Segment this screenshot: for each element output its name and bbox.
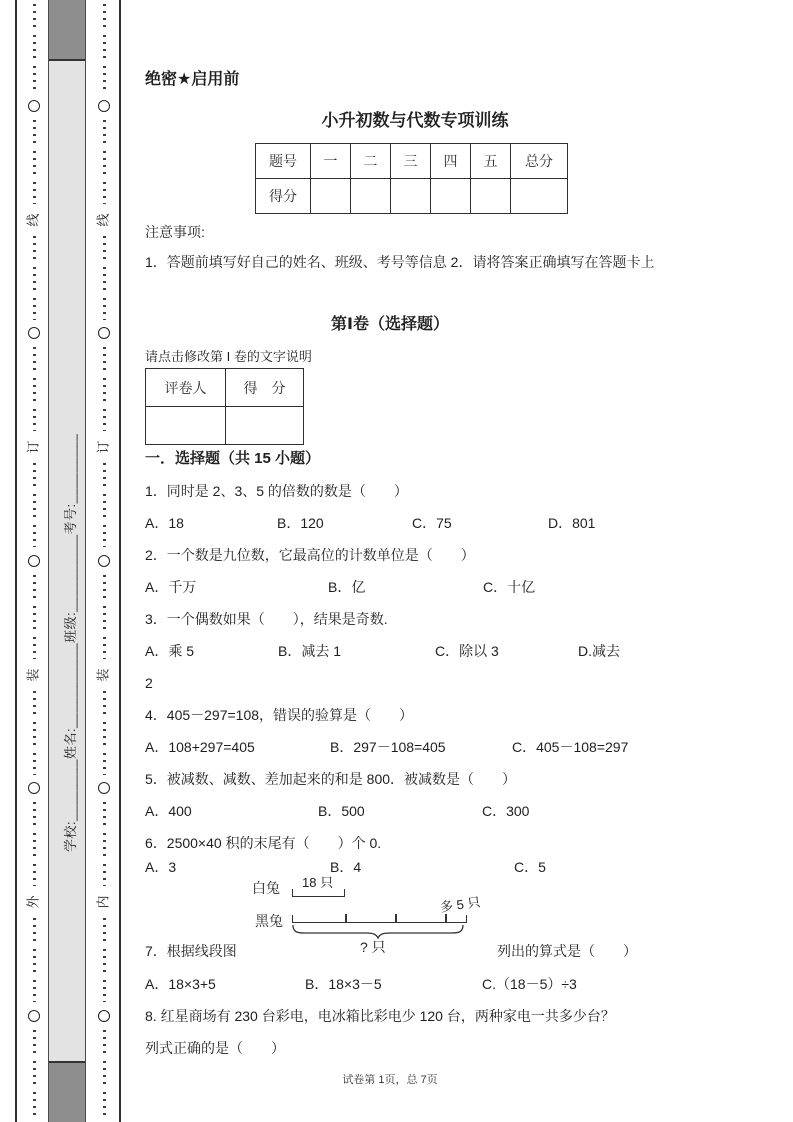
binding-bar-bottom: [49, 1061, 85, 1122]
score-entry-cell: [511, 179, 568, 214]
score-entry-cell: [391, 179, 431, 214]
question-7-option-c: C.（18－5）÷3: [482, 976, 577, 992]
black-rabbit-label: 黑兔: [255, 913, 283, 929]
binding-strip-char: 内: [95, 895, 111, 909]
white-rabbit-count-label: 18 只: [302, 875, 334, 890]
part1-title: 第Ⅰ卷（选择题）: [331, 316, 449, 333]
question-3-text: 3．一个偶数如果（ ），结果是奇数.: [145, 611, 388, 627]
question-6-option-c: C．5: [514, 859, 546, 875]
binding-hole-circle: [98, 100, 110, 112]
binding-hole-circle: [28, 100, 40, 112]
score-row-label: 得分: [256, 179, 311, 214]
score-header-cell: 三: [391, 144, 431, 179]
dotted-line-segment: [33, 691, 36, 775]
binding-strip-outer: [26, 4, 42, 1118]
binding-hole-circle: [28, 555, 40, 567]
binding-hole-circle: [28, 1010, 40, 1022]
binding-bar-top: [49, 0, 85, 61]
grader-header-cell: 得 分: [226, 369, 304, 407]
page-title: 小升初数与代数专项训练: [321, 111, 509, 130]
dotted-line-segment: [33, 918, 36, 1002]
score-entry-cell: [431, 179, 471, 214]
grader-table-header-row: [146, 369, 304, 407]
score-summary-table: [255, 143, 568, 214]
score-header-cell: 二: [351, 144, 391, 179]
binding-strip-inner: [96, 4, 112, 1118]
dotted-line-segment: [33, 463, 36, 547]
question-3-option-c: C．除以 3: [435, 643, 499, 659]
score-header-cell: 题号: [256, 144, 311, 179]
total-question-label: ? 只: [360, 939, 386, 955]
question-3-option-b: B．减去 1: [278, 643, 342, 659]
dotted-line-segment: [103, 463, 106, 547]
grader-entry-cell: [226, 407, 304, 445]
notice-heading: 注意事项:: [145, 224, 205, 240]
score-header-cell: 五: [471, 144, 511, 179]
binding-hole-circle: [98, 1010, 110, 1022]
question-6-text: 6．2500×40 积的末尾有（ ）个 0.: [145, 835, 382, 851]
dotted-line-segment: [103, 575, 106, 659]
segment-tick: [345, 914, 347, 922]
question-4-option-a: A．108+297=405: [145, 739, 255, 755]
question-5-option-b: B．500: [318, 803, 365, 819]
dotted-line-segment: [33, 4, 36, 92]
question-3-option-a: A．乘 5: [145, 643, 195, 659]
question-4-text: 4．405－297=108，错误的验算是（ ）: [145, 707, 414, 723]
score-entry-cell: [311, 179, 351, 214]
binding-hole-circle: [98, 555, 110, 567]
binding-strip-char: 订: [25, 440, 41, 454]
dotted-line-segment: [33, 1030, 36, 1118]
dotted-line-segment: [103, 918, 106, 1002]
score-entry-cell: [471, 179, 511, 214]
question-5-option-a: A．400: [145, 803, 192, 819]
score-header-cell: 四: [431, 144, 471, 179]
binding-strip-char: 装: [25, 668, 41, 682]
dotted-line-segment: [103, 347, 106, 431]
question-6-option-a: A．3: [145, 859, 177, 875]
notice-items: 1．答题前填写好自己的姓名、班级、考号等信息 2．请将答案正确填写在答题卡上: [145, 254, 655, 270]
question-2-option-c: C．十亿: [483, 579, 536, 595]
question-2-text: 2．一个数是九位数，它最高位的计数单位是（ ）: [145, 547, 475, 563]
dotted-line-segment: [33, 802, 36, 886]
dotted-line-segment: [33, 575, 36, 659]
question-8-text-continued: 列式正确的是（ ）: [145, 1040, 285, 1056]
binding-hole-circle: [98, 782, 110, 794]
question-1-option-a: A．18: [145, 515, 184, 531]
grader-table-entry-row: [146, 407, 304, 445]
question-3-option-d-overflow: 2: [145, 675, 153, 691]
margin-outer-rule: [15, 0, 17, 1122]
dotted-line-segment: [33, 236, 36, 320]
question-1-option-d: D．801: [548, 515, 596, 531]
dotted-line-segment: [103, 4, 106, 92]
question-5-option-c: C．300: [482, 803, 530, 819]
grader-entry-cell: [146, 407, 226, 445]
student-info-fields: 学校:________姓名:___________班级:__________考号:_________: [63, 433, 78, 852]
dotted-line-segment: [103, 802, 106, 886]
binding-strip-char: 订: [95, 440, 111, 454]
question-2-option-b: B．亿: [328, 579, 366, 595]
dotted-line-segment: [33, 120, 36, 204]
more-count-label: 多 5 只: [439, 894, 482, 915]
question-7-text-right: 列出的算式是（ ）: [497, 943, 637, 959]
segment-tick: [395, 914, 397, 922]
section-heading: 一．选择题（共 15 小题）: [145, 450, 321, 467]
score-header-cell: 一: [311, 144, 351, 179]
binding-strip-char: 线: [25, 213, 41, 227]
score-entry-cell: [351, 179, 391, 214]
score-table-header-row: [256, 144, 568, 179]
grader-header-cell: 评卷人: [146, 369, 226, 407]
score-header-cell: 总分: [511, 144, 568, 179]
margin-inner-rule: [119, 0, 121, 1122]
question-7-option-b: B．18×3－5: [305, 976, 382, 992]
dotted-line-segment: [103, 236, 106, 320]
question-4-option-c: C．405－108=297: [512, 739, 629, 755]
white-rabbit-label: 白兔: [252, 880, 280, 896]
question-1-option-c: C．75: [412, 515, 452, 531]
question-5-text: 5．被减数、减数、差加起来的和是 800．被减数是（ ）: [145, 771, 517, 787]
white-rabbit-segment: [292, 889, 345, 897]
edit-hint-link[interactable]: 请点击修改第 I 卷的文字说明: [145, 349, 312, 364]
dotted-line-segment: [33, 347, 36, 431]
grader-table: [145, 368, 304, 445]
question-2-option-a: A．千万: [145, 579, 197, 595]
binding-hole-circle: [28, 327, 40, 339]
question-7-option-a: A．18×3+5: [145, 976, 216, 992]
question-8-text: 8. 红星商场有 230 台彩电，电冰箱比彩电少 120 台，两种家电一共多少台？: [145, 1008, 615, 1024]
page-footer: 试卷第 1页，总 7页: [342, 1074, 438, 1086]
classification-label: 绝密★启用前: [145, 71, 240, 88]
binding-strip-char: 外: [25, 895, 41, 909]
dotted-line-segment: [103, 120, 106, 204]
binding-strip-char: 装: [95, 668, 111, 682]
question-3-option-d: D.减去: [578, 643, 620, 659]
dotted-line-segment: [103, 691, 106, 775]
binding-hole-circle: [28, 782, 40, 794]
question-6-option-b: B．4: [330, 859, 362, 875]
question-1-option-b: B．120: [277, 515, 324, 531]
question-4-option-b: B．297－108=405: [330, 739, 446, 755]
question-7-text-left: 7．根据线段图: [145, 943, 237, 959]
score-table-value-row: [256, 179, 568, 214]
question-1-text: 1．同时是 2、3、5 的倍数的数是（ ）: [145, 483, 408, 499]
black-rabbit-segment: [292, 915, 467, 923]
binding-strip-char: 线: [95, 213, 111, 227]
